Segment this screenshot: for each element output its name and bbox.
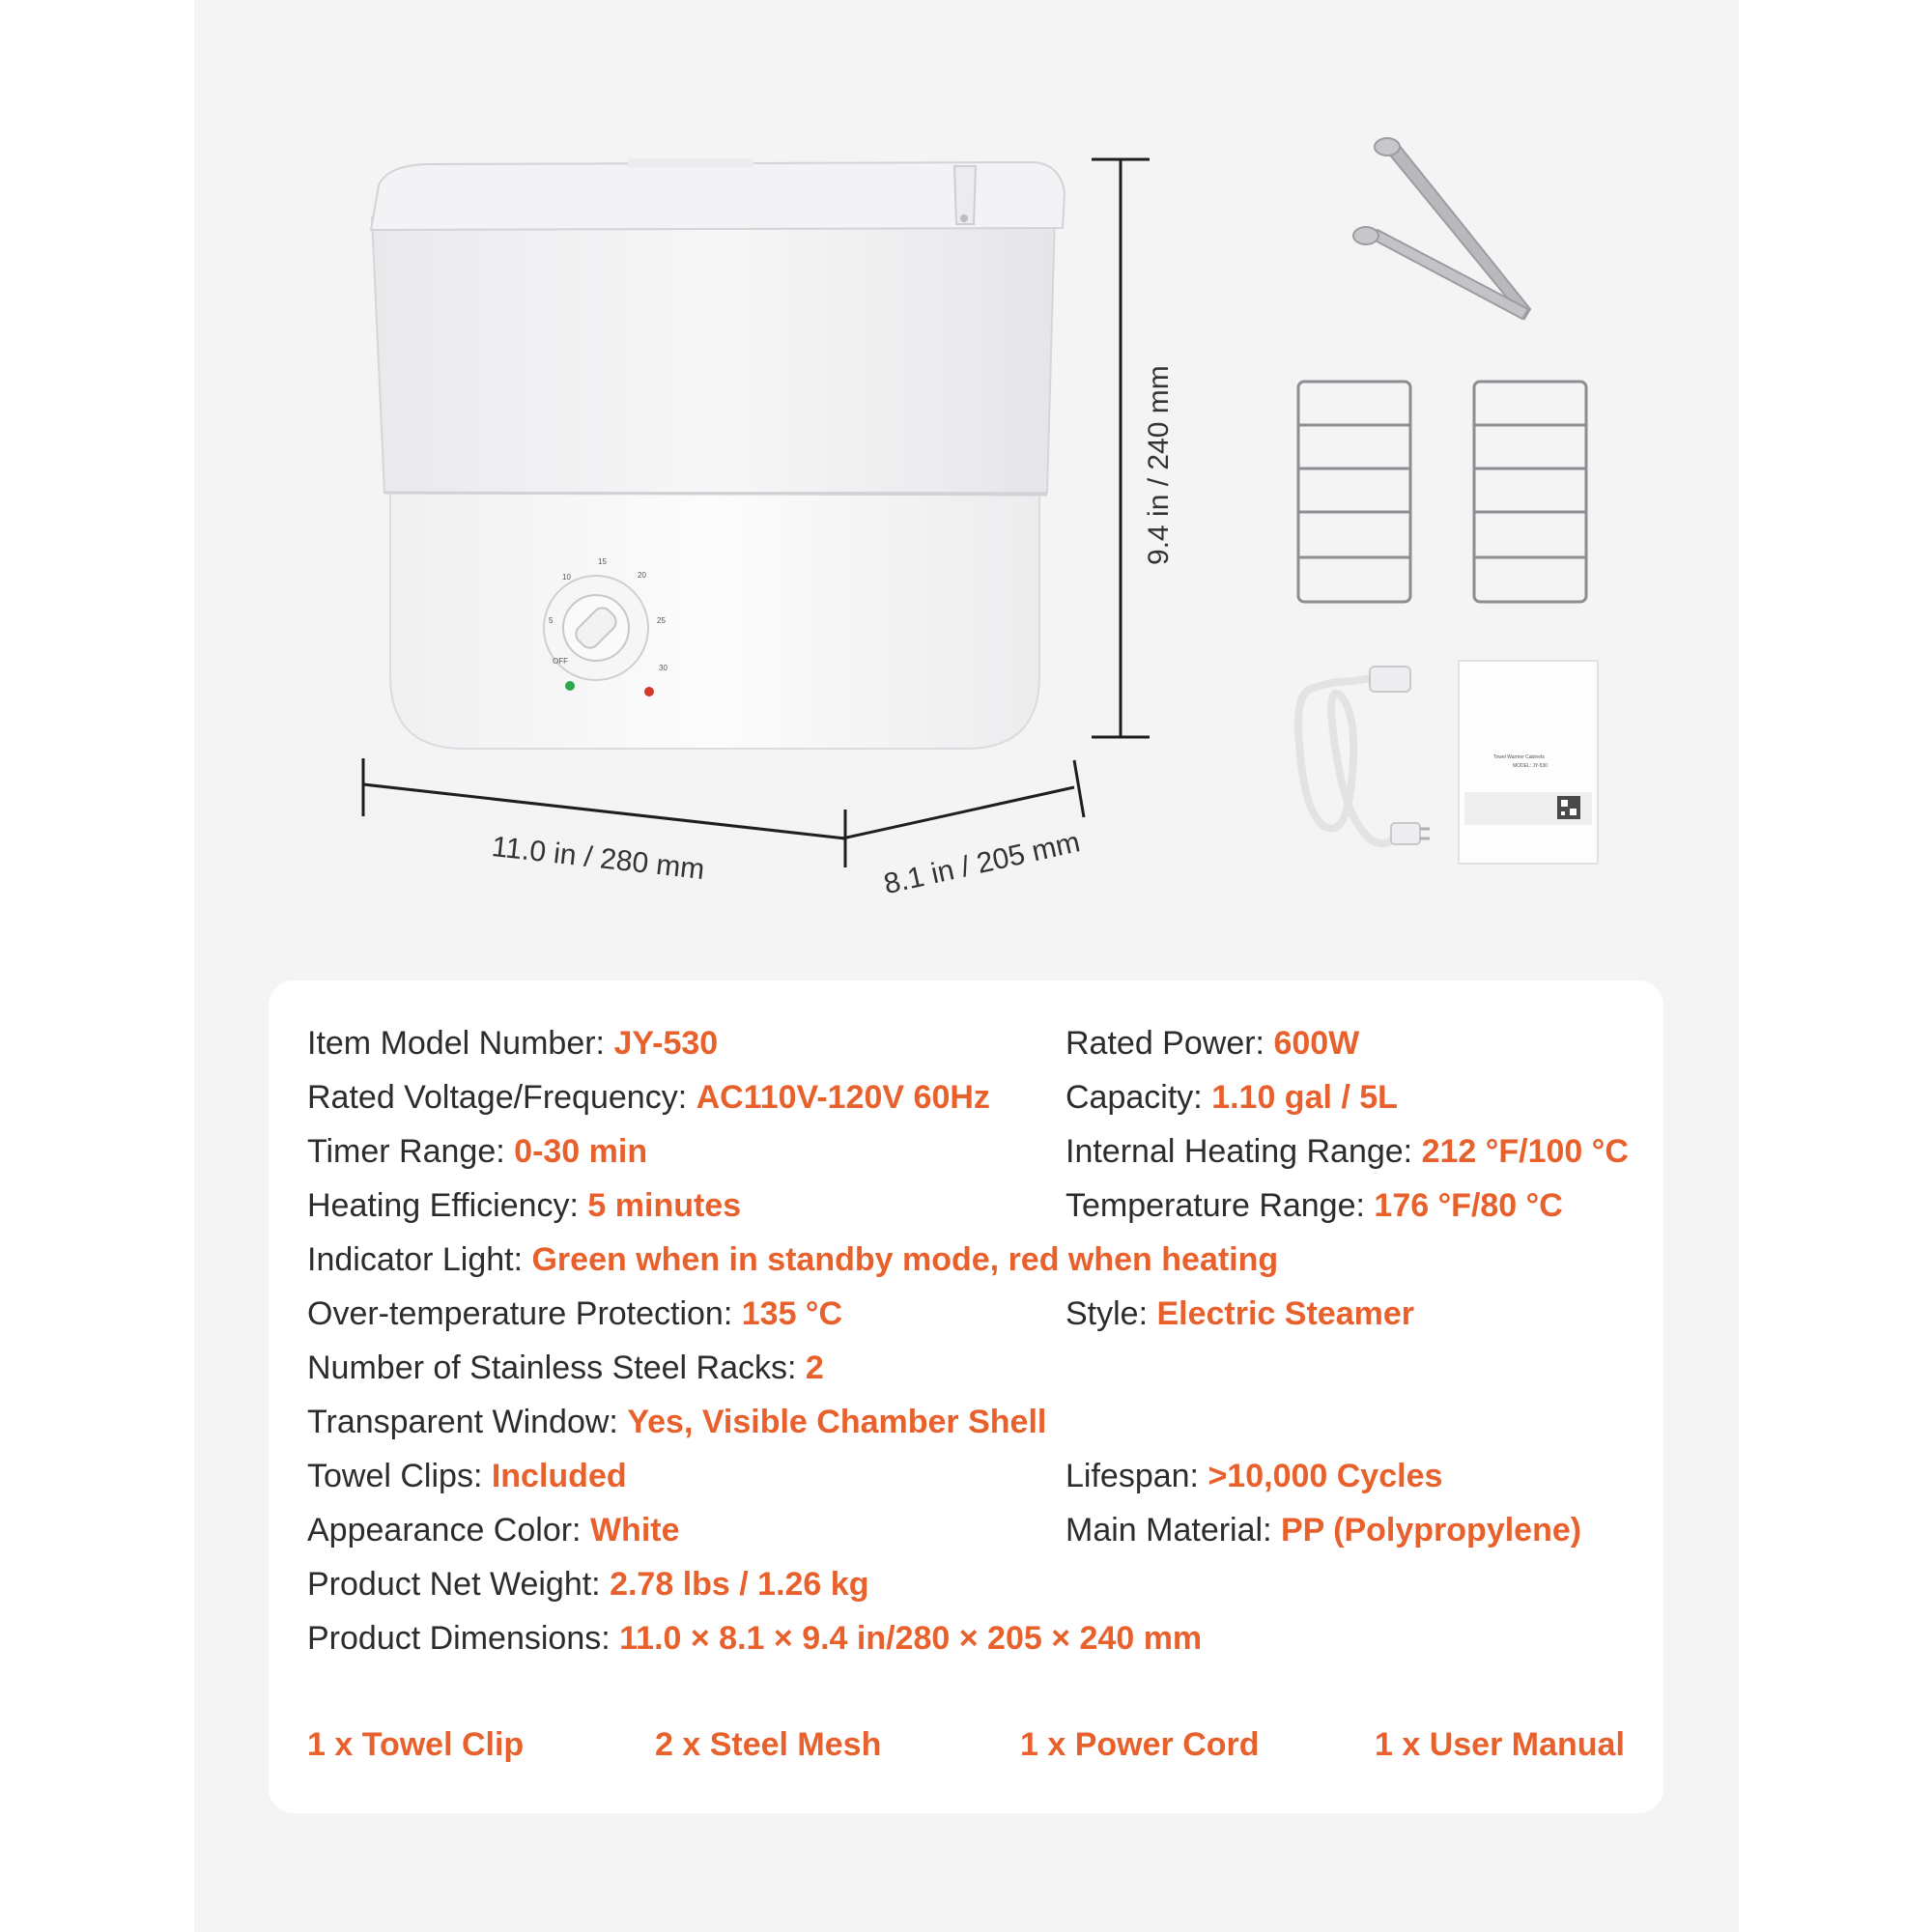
red-light [644, 687, 654, 696]
spec-item-model-number: Item Model Number: JY-530 [307, 1025, 719, 1062]
accessory-power-cord: 1 x Power Cord [1020, 1726, 1260, 1763]
power-cord-plugs [1370, 667, 1430, 844]
spec-rated-voltage: Rated Voltage/Frequency: AC110V-120V 60Hz [307, 1079, 990, 1116]
spec-heating-efficiency: Heating Efficiency: 5 minutes [307, 1187, 742, 1224]
spec-timer-range: Timer Range: 0-30 min [307, 1133, 648, 1170]
spec-indicator-light: Indicator Light: Green when in standby mode, red when heating [307, 1241, 1279, 1278]
green-light [565, 681, 575, 691]
depth-dimension-label: 8.1 in / 205 mm [881, 826, 1084, 901]
spec-towel-clips: Towel Clips: Included [307, 1458, 627, 1494]
spec-capacity: Capacity: 1.10 gal / 5L [1065, 1079, 1398, 1116]
manual-model: MODEL: JY-530 [1513, 763, 1548, 769]
manual-title: Towel Warmer Cabinets [1493, 754, 1545, 760]
steamer-body [371, 158, 1065, 749]
spec-number-of-racks: Number of Stainless Steel Racks: 2 [307, 1350, 824, 1386]
height-dimension-label: 9.4 in / 240 mm [1143, 365, 1175, 565]
spec-over-temperature-protection: Over-temperature Protection: 135 °C [307, 1295, 843, 1332]
spec-transparent-window: Transparent Window: Yes, Visible Chamber Shell [307, 1404, 1047, 1440]
steel-mesh-image [1298, 382, 1586, 602]
dial-mark-off: OFF [553, 657, 568, 666]
spec-net-weight: Product Net Weight: 2.78 lbs / 1.26 kg [307, 1566, 869, 1603]
spec-temperature-range: Temperature Range: 176 °F/80 °C [1065, 1187, 1563, 1224]
spec-lifespan: Lifespan: >10,000 Cycles [1065, 1458, 1443, 1494]
dial-mark-20: 20 [638, 571, 646, 580]
spec-product-dimensions: Product Dimensions: 11.0 × 8.1 × 9.4 in/280 × 205 × 240 mm [307, 1620, 1203, 1657]
product-illustration [0, 0, 1932, 927]
dial-mark-30: 30 [659, 664, 668, 672]
dial-mark-15: 15 [598, 557, 607, 566]
power-cord-image [1298, 678, 1396, 843]
spec-style: Style: Electric Steamer [1065, 1295, 1414, 1332]
accessory-steel-mesh: 2 x Steel Mesh [655, 1726, 882, 1763]
user-manual-image [1459, 661, 1598, 864]
accessory-user-manual: 1 x User Manual [1375, 1726, 1625, 1763]
spec-main-material: Main Material: PP (Polypropylene) [1065, 1512, 1582, 1548]
dial-mark-5: 5 [549, 616, 554, 625]
width-dimension-label: 11.0 in / 280 mm [490, 831, 706, 887]
spec-internal-heating-range: Internal Heating Range: 212 °F/100 °C [1065, 1133, 1629, 1170]
accessory-towel-clip: 1 x Towel Clip [307, 1726, 525, 1763]
towel-clip-image [1353, 138, 1530, 319]
dial-mark-10: 10 [562, 573, 571, 582]
spec-appearance-color: Appearance Color: White [307, 1512, 680, 1548]
dial-mark-25: 25 [657, 616, 666, 625]
spec-rated-power: Rated Power: 600W [1065, 1025, 1360, 1062]
